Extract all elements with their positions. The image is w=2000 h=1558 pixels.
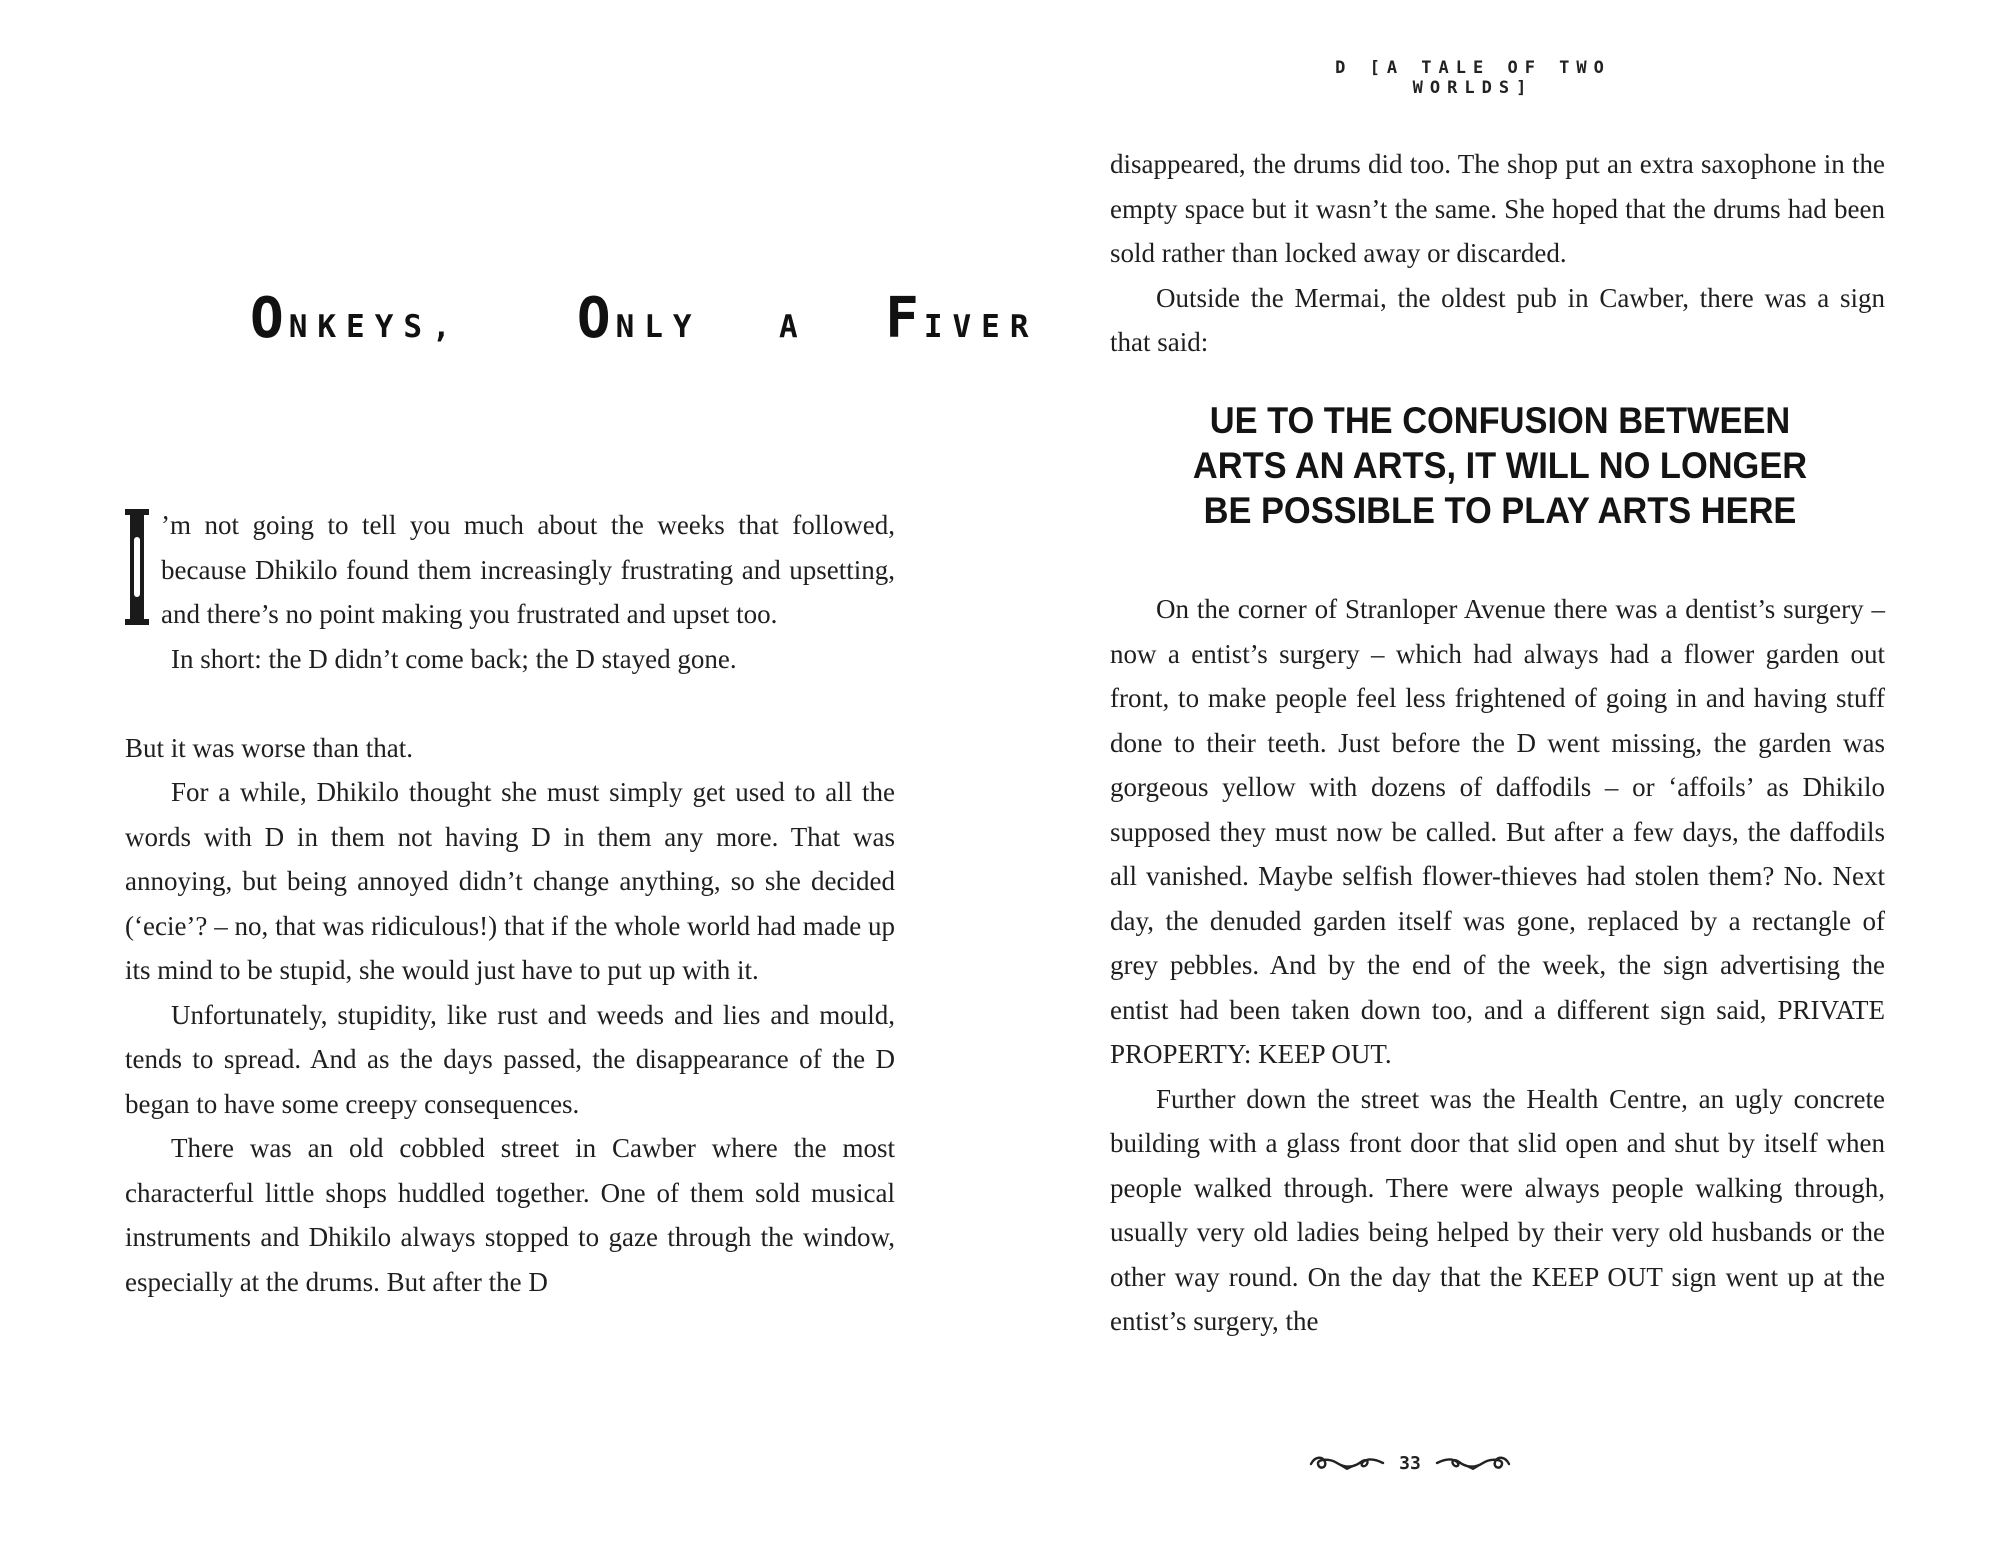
paragraph: Outside the Mermai, the oldest pub in Cawber, there was a sign that said: — [1110, 282, 1885, 357]
running-head: D [A TALE OF TWO WORLDS] — [1335, 58, 1611, 98]
flourish-left-icon — [1307, 1452, 1385, 1474]
paragraph: Unfortunately, stupidity, like rust and weeds and lies and mould, tends to spread. And as the days passed, the disappearance of the D began to have some creepy consequences. — [125, 999, 895, 1119]
paragraph: In short: the D didn’t come back; the D stayed gone. — [171, 643, 737, 674]
paragraph: But it was worse than that. — [125, 732, 413, 763]
sign-line: UE TO THE CONFUSION BETWEEN — [1209, 400, 1791, 441]
paragraph: disappeared, the drums did too. The shop put an extra saxophone in the empty space but it wasn’t the same. She hoped that the drums had been sold rather than locked away or discarded. — [1110, 149, 1885, 268]
right-body-text-bottom — [1110, 587, 1885, 1344]
paragraph: On the corner of Stranloper Avenue there was a dentist’s surgery – now a entist’s surgery – which had always had a flower garden out front, to make people feel less frightened of going in and having stuff done to their teeth. Just before the D went missing, the garden was gorgeous yellow with dozens of daffodils – or ‘affoils’ as Dhikilo supposed they must now be called. But after a few days, the daffodils all vanished. Maybe selfish flower-thieves had stolen them? No. Next day, the denuded garden itself was gone, replaced by a rectangle of grey pebbles. And by the end of the week, the sign advertising the entist had been taken down too, and a different sign said, PRIVATE PROPERTY: KEEP OUT. — [1110, 594, 1885, 1069]
title-rest-1: NKEYS, — [288, 309, 461, 345]
paragraph: Further down the street was the Health Centre, an ugly concrete building with a glass front door that slid open and shut by itself when people walked through. There were always people walking through, usually very old ladies being helped by their very old husbands or the other way round. On the day that the KEEP OUT sign went up at the entist’s surgery, the — [1110, 1083, 1885, 1336]
page-folio — [1000, 1452, 1820, 1474]
title-rest-4: IVER — [923, 309, 1039, 345]
left-body-text — [125, 503, 895, 1304]
sign-line: BE POSSIBLE TO PLAY ARTS HERE — [1203, 490, 1797, 531]
sign-line: ARTS AN ARTS, IT WILL NO LONGER — [1192, 445, 1808, 486]
title-initial-4: F — [885, 286, 924, 351]
title-rest-2: NLY — [615, 309, 702, 345]
chapter-title — [250, 286, 1039, 351]
pub-sign-text — [1165, 398, 1835, 533]
right-page — [1000, 0, 2000, 1558]
page-number: 33 — [1399, 1452, 1421, 1474]
title-initial-1: O — [250, 286, 289, 351]
title-initial-2: O — [576, 286, 616, 351]
title-word-3: A — [779, 309, 808, 345]
flourish-right-icon — [1435, 1452, 1513, 1474]
right-body-text-top — [1110, 142, 1885, 365]
paragraph-text: ’m not going to tell you much about the weeks that followed, because Dhikilo found them increasingly frustrating and upsetting, and there’s no point making you frustrated and upset too. — [161, 510, 895, 629]
paragraph — [125, 503, 895, 637]
drop-cap-i — [125, 509, 149, 625]
paragraph: There was an old cobbled street in Cawber where the most characterful little shops huddled together. One of them sold musical instruments and Dhikilo always stopped to gaze through the window, especially at the drums. But after the D — [125, 1133, 895, 1297]
paragraph: For a while, Dhikilo thought she must simply get used to all the words with D in them not having D in them any more. That was annoying, but being annoyed didn’t change anything, so she decided (‘ecie’? – no, that was ridiculous!) that if the whole world had made up its mind to be stupid, she would just have to put up with it. — [125, 777, 895, 985]
